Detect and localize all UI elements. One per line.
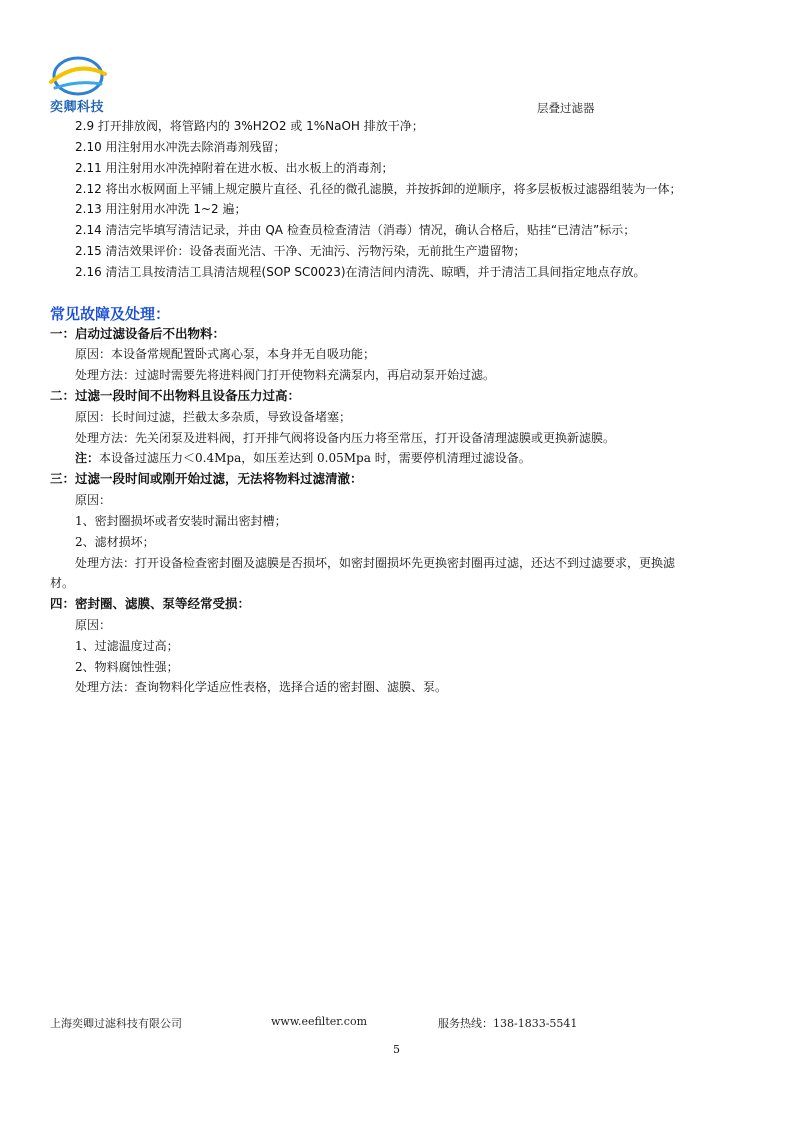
logo-globe-icon	[47, 56, 109, 98]
logo-text: 奕卿科技	[50, 100, 105, 115]
fault-4-item-1: 1、过滤温度过高；	[75, 639, 179, 653]
step-2-13: 2.13 用注射用水冲洗 1~2 遍；	[75, 202, 247, 216]
step-2-15: 2.15 清洁效果评价：设备表面光洁、干净、无油污、污物污染，无前批生产遗留物；	[75, 244, 526, 258]
fault-3-fix: 处理方法：打开设备检查密封圈及滤膜是否损坏，如密封圈损坏先更换密封圈再过滤，还达不到过滤要求，更换滤	[75, 556, 676, 570]
fault-4-heading: 四：密封圈、滤膜、泵等经常受损：	[50, 596, 251, 611]
fault-1-heading: 一：启动过滤设备后不出物料：	[50, 326, 226, 341]
fault-2-note	[75, 450, 531, 466]
footer-company: 上海奕卿过滤科技有限公司	[50, 1017, 182, 1030]
step-2-16: 2.16 清洁工具按清洁工具清洁规程(SOP SC0023)在清洁间内清洗、晾晒，并于清洁工具间指定地点存放。	[75, 265, 646, 279]
step-2-12: 2.12 将出水板网面上平铺上规定膜片直径、孔径的微孔滤膜，并按拆卸的逆顺序，将多层板板过滤器组装为一体；	[75, 182, 682, 196]
page-number: 5	[393, 1043, 400, 1056]
footer-hotline: 服务热线：138-1833-5541	[438, 1017, 578, 1030]
fault-3-heading: 三：过滤一段时间或刚开始过滤，无法将物料过滤清澈：	[50, 471, 363, 486]
fault-4-fix: 处理方法：查询物料化学适应性表格，选择合适的密封圈、滤膜、泵。	[75, 680, 448, 694]
fault-2-cause: 原因：长时间过滤，拦截太多杂质，导致设备堵塞；	[75, 410, 352, 424]
fault-1-fix: 处理方法：过滤时需要先将进料阀门打开使物料充满泵内，再启动泵开始过滤。	[75, 368, 496, 382]
step-2-9: 2.9 打开排放阀，将管路内的 3%H2O2 或 1%NaOH 排放干净；	[75, 119, 424, 133]
step-2-14: 2.14 清洁完毕填写清洁记录，并由 QA 检查员检查清洁（消毒）情况，确认合格后，贴挂“已清洁”标示；	[75, 223, 636, 237]
company-logo	[47, 56, 109, 114]
fault-4-cause: 原因：	[75, 618, 112, 632]
fault-3-fix-continued: 材。	[50, 576, 75, 590]
note-text: 本设备过滤压力＜0.4Mpa，如压差达到 0.05Mpa 时，需要停机清理过滤设备。	[99, 451, 531, 465]
fault-3-cause: 原因：	[75, 493, 112, 507]
step-2-10: 2.10 用注射用水冲洗去除消毒剂残留；	[75, 140, 286, 154]
fault-2-heading: 二：过滤一段时间不出物料且设备压力过高：	[50, 388, 301, 403]
note-label: 注：	[75, 451, 100, 465]
fault-1-cause: 原因：本设备常规配置卧式离心泵，本身并无自吸功能；	[75, 347, 376, 361]
step-2-11: 2.11 用注射用水冲洗掉附着在进水板、出水板上的消毒剂；	[75, 161, 394, 175]
fault-4-item-2: 2、物料腐蚀性强；	[75, 660, 179, 674]
fault-3-item-2: 2、滤材损坏；	[75, 535, 155, 549]
document-title: 层叠过滤器	[537, 101, 595, 115]
faults-section-title: 常见故障及处理：	[50, 305, 171, 323]
footer-website[interactable]: www.eefilter.com	[271, 1015, 368, 1028]
fault-3-item-1: 1、密封圈损坏或者安装时漏出密封槽；	[75, 514, 287, 528]
fault-2-fix: 处理方法：先关闭泵及进料阀，打开排气阀将设备内压力将至常压，打开设备清理滤膜或更换新滤膜。	[75, 431, 616, 445]
